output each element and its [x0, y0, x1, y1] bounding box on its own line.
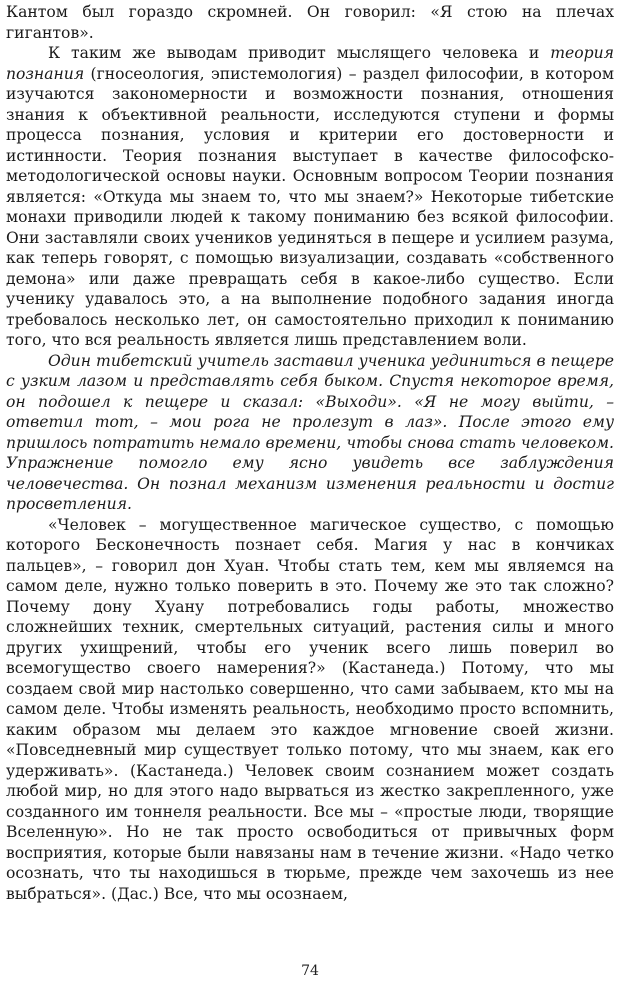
paragraph-tibetan-story — [6, 351, 614, 515]
paragraph-text: Один тибетский учитель заставил ученика уединиться в пещере с узким лазом и представлять себя быком. Спустя некоторое время, он подошел к пещере и сказал: «Выходи». «Я не могу выйти, – ответил тот, – мои рога не пролезут в лаз». После этого ему пришлось потратить немало времени, чтобы снова стать человеком. Упражнение помогло ему ясно увидеть все заблуждения человечества. Он познал механизм изменения реальности и достиг просветления. — [6, 351, 614, 513]
paragraph-text: (гносеология, эпистемология) – раздел философии, в котором изучаются закономерности и возможности познания, отношения знания к объективной реальности, исследуются ступени и формы процесса познания, условия и критерии его достоверности и истинности. Теория познания выступает в качестве философско-методологической основы науки. Основным вопросом Теории познания является: «Откуда мы знаем то, что мы знаем?» Некоторые тибетские монахи приводили людей к такому пониманию без всякой философии. Они заставляли своих учеников уединяться в пещере и усилием разума, как теперь говорят, с помощью визуализации, создавать «собственного демона» или даже превращать себя в какое-либо существо. Если ученику удавалось это, а на выполнение подобного задания иногда требовалось несколько лет, он самостоятельно приходил к пониманию того, что вся реальность является лишь представлением воли. — [6, 64, 614, 349]
paragraph-theory-of-knowledge — [6, 43, 614, 351]
paragraph-text: «Человек – могущественное магическое существо, с помощью которого Бесконечность познает себя. Магия у нас в кончиках пальцев», – говорил дон Хуан. Чтобы стать тем, кем мы являемся на самом деле, нужно только поверить в это. Почему же это так сложно? Почему дону Хуану потребовались годы работы, множество сложнейших техник, смертельных ситуаций, растения силы и много других ухищрений, чтобы его ученик всего лишь поверил во всемогущество своего намерения?» (Кастанеда.) Потому, что мы создаем свой мир настолько совершенно, что сами забываем, кто мы на самом деле. Чтобы изменять реальность, необходимо просто вспомнить, каким образом мы делаем это каждое мгновение своей жизни. «Повседневный мир существует только потому, что мы знаем, как его удерживать». (Кастанеда.) Человек своим сознанием может создать любой мир, но для этого надо вырваться из жестко закрепленного, уже созданного им тоннеля реальности. Все мы – «простые люди, творящие Вселенную». Но не так просто освободиться от привычных форм восприятия, которые были навязаны нам в течение жизни. «Надо четко осознать, что ты находишься в тюрьме, прежде чем захочешь из нее выбраться». (Дас.) Все, что мы осознаем, — [6, 515, 614, 903]
paragraph-text: К таким же выводам приводит мыслящего человека и — [48, 44, 551, 62]
page-number: 74 — [301, 963, 319, 979]
paragraph-text: Кантом был гораздо скромней. Он говорил: «Я стою на плечах гигантов». — [6, 3, 614, 42]
paragraph-continuation — [6, 2, 614, 43]
italic-term: теория познания — [6, 44, 614, 83]
paragraph-don-juan-quote — [6, 515, 614, 905]
